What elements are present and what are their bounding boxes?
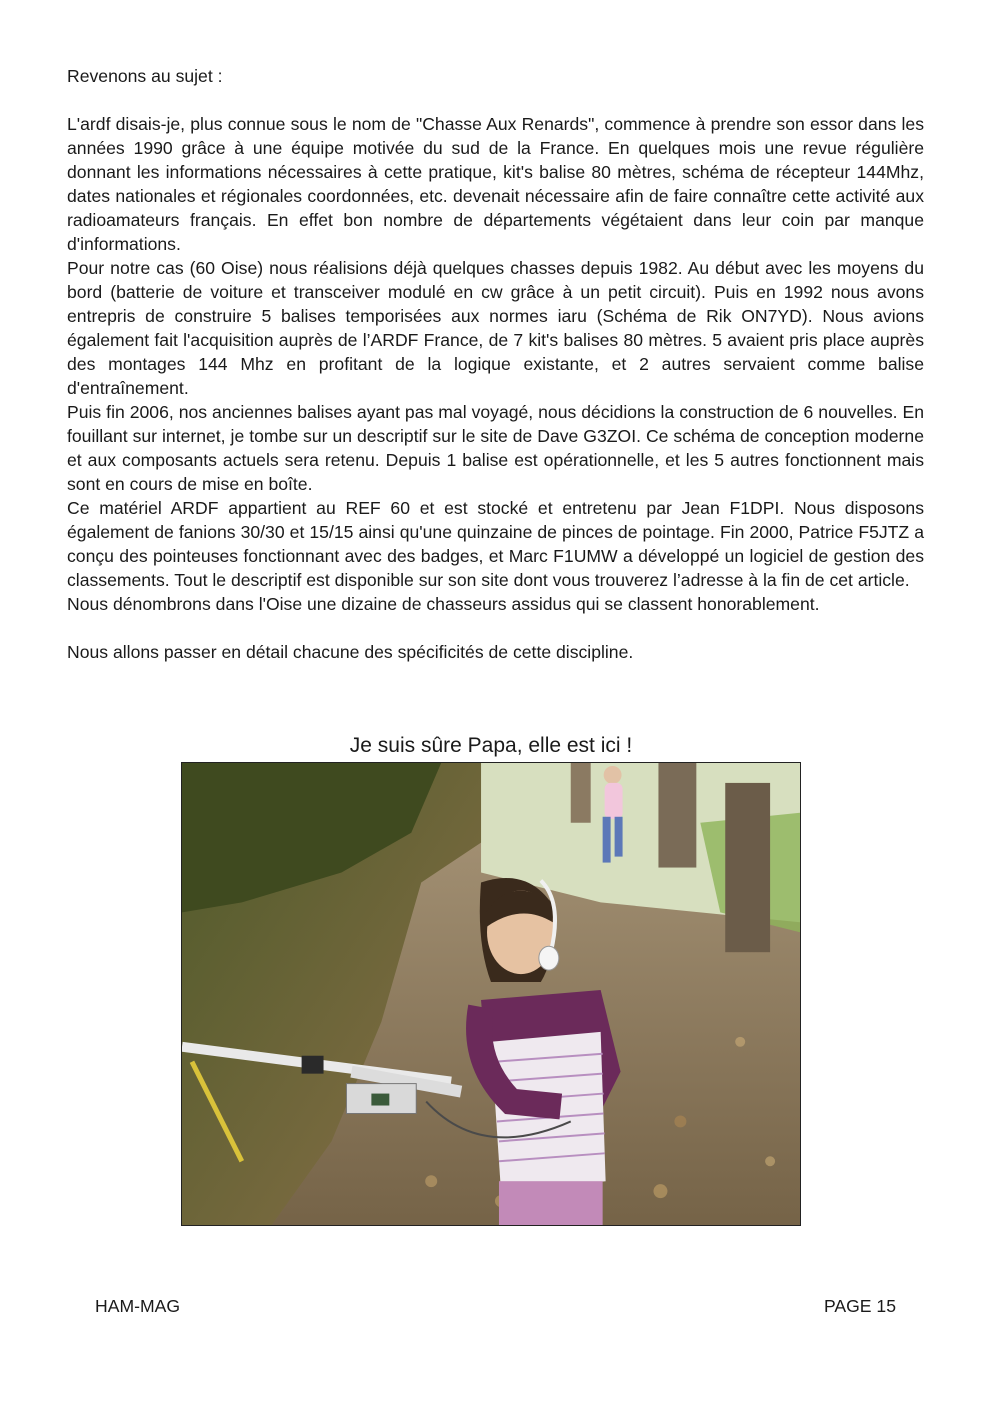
intro-line: Revenons au sujet :: [67, 66, 223, 86]
paragraph-4: Ce matériel ARDF appartient au REF 60 et est stocké et entretenu par Jean F1DPI. Nous disposons également de fanions 30/30 et 15/15 ainsi qu'une quinzaine de pinces de pointage. Fin 2000, Patrice F5JTZ a conçu des pointeuses fonctionnant avec des badges, et Marc F1UMW a développé un logiciel de gestion des classements. Tout le descriptif est disponible sur son site dont vous trouverez l’adresse à la fin de cet article.: [67, 498, 924, 590]
photo-girl-with-antenna: [181, 762, 801, 1226]
paragraph-1: L'ardf disais-je, plus connue sous le nom de "Chasse Aux Renards", commence à prendre son essor dans les années 1990 grâce à une équipe motivée du sud de la France. En quelques mois une revue régulière donnant les informations nécessaires à cette pratique, kit's balise 80 mètres, schéma de récepteur 144Mhz, dates nationales et régionales coordonnées, etc. devenait nécessaire afin de faire connaître cette activité aux radioamateurs français. En effet bon nombre de départements végétaient dans leur coin par manque d'informations.: [67, 114, 924, 254]
figure-caption: Je suis sûre Papa, elle est ici !: [349, 734, 633, 757]
paragraph-2: Pour notre cas (60 Oise) nous réalisions déjà quelques chasses depuis 1982. Au début avec les moyens du bord (batterie de voiture et transceiver modulé en cw grâce à un petit circuit). Puis en 1992 nous avons entrepris de construire 5 balises temporisées aux normes iaru (Schéma de Rik ON7YD). Nous avions également fait l'acquisition auprès de l’ARDF France, de 7 kit's balises 80 mètres. 5 avaient pris place auprès des montages 144 Mhz en profitant de la logique existante, et 2 autres servaient comme balise d'entraînement.: [67, 258, 924, 398]
photo-illustration: [182, 763, 800, 1225]
paragraph-5: Nous dénombrons dans l'Oise une dizaine de chasseurs assidus qui se classent honorablement.: [67, 594, 820, 614]
footer-page-number: PAGE 15: [823, 1296, 896, 1316]
paragraph-3: Puis fin 2006, nos anciennes balises ayant pas mal voyagé, nous décidions la construction de 6 nouvelles. En fouillant sur internet, je tombe sur un descriptif sur le site de Dave G3ZOI. Ce schéma de conception moderne et aux composants actuels sera retenu. Depuis 1 balise est opérationnelle, et les 5 autres fonctionnent mais sont en cours de mise en boîte.: [67, 402, 924, 494]
footer-magazine-name: HAM-MAG: [95, 1296, 181, 1316]
article-body: [67, 64, 924, 664]
closing-line: Nous allons passer en détail chacune des spécificités de cette discipline.: [67, 642, 634, 662]
